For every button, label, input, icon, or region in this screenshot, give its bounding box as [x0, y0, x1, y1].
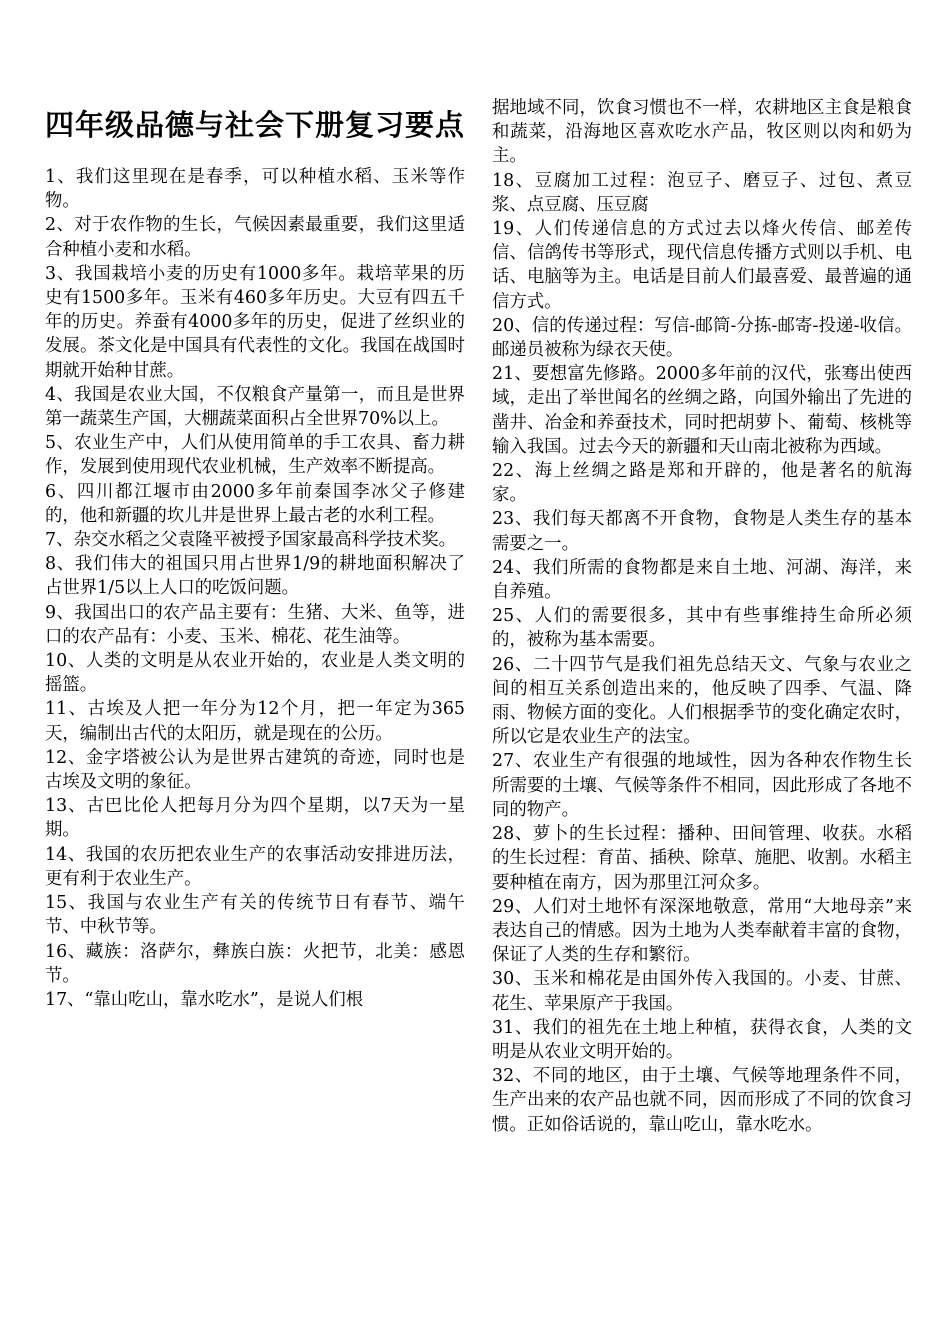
review-point: 1、我们这里现在是春季，可以种植水稻、玉米等作物。 — [45, 167, 465, 212]
review-point: 24、我们所需的食物都是来自土地、河湖、海洋，来自养殖。 — [492, 557, 912, 603]
review-point: 17、“靠山吃山，靠水吃水”，是说人们根 — [45, 989, 364, 1010]
review-point: 28、萝卜的生长过程：播种、田间管理、收获。水稻的生长过程：育苗、插秧、除草、施肥、收割。水稻主要种植在南方，因为那里江河众多。 — [492, 824, 912, 893]
review-point: 20、信的传递过程：写信-邮筒-分拣-邮寄-投递-收信。邮递员被称为绿衣天使。 — [492, 315, 912, 361]
review-point: 3、我国栽培小麦的历史有1000多年。栽培苹果的历史有1500多年。玉米有460多年历史。大豆有四五千年的历史。养蚕有4000多年的历史，促进了丝织业的发展。茶文化是中国具有代表性的文化。我国在战国时期就开始种甘蔗。 — [45, 263, 465, 381]
review-point: 5、农业生产中，人们从使用简单的手工农具、畜力耕作，发展到使用现代农业机械，生产效率不断提高。 — [45, 433, 465, 478]
review-point: 25、人们的需要很多，其中有些事维持生命所必须的，被称为基本需要。 — [492, 606, 912, 651]
review-point: 22、海上丝绸之路是郑和开辟的，他是著名的航海家。 — [492, 461, 912, 506]
review-point: 29、人们对土地怀有深深地敬意，常用“大地母亲”来表达自己的情感。因为土地为人类奉献着丰富的食物，保证了人类的生存和繁衍。 — [492, 896, 912, 966]
review-point: 4、我国是农业大国，不仅粮食产量第一，而且是世界第一蔬菜生产国，大棚蔬菜面积占全世界70%以上。 — [45, 384, 465, 430]
review-point: 12、金字塔被公认为是世界古建筑的奇迹，同时也是古埃及文明的象征。 — [45, 747, 465, 793]
left-item-list — [45, 165, 465, 1012]
review-point: 27、农业生产有很强的地域性，因为各种农作物生长所需要的土壤、气候等条件不相同，因此形成了各地不同的物产。 — [492, 751, 912, 820]
review-point: 32、不同的地区，由于土壤、气候等地理条件不同，生产出来的农产品也就不同，因而形成了不同的饮食习惯。正如俗话说的，靠山吃山，靠水吃水。 — [492, 1066, 912, 1135]
review-point: 19、人们传递信息的方式过去以烽火传信、邮差传信、信鸽传书等形式，现代信息传播方式则以手机、电话、电脑等为主。电话是目前人们最喜爱、最普遍的通信方式。 — [492, 219, 912, 312]
review-point: 15、我国与农业生产有关的传统节日有春节、端午节、中秋节等。 — [45, 893, 465, 938]
right-column — [492, 96, 912, 1137]
review-point: 8、我们伟大的祖国只用占世界1/9的耕地面积解决了占世界1/5以上人口的吃饭问题。 — [45, 554, 465, 599]
review-point: 6、四川都江堰市由2000多年前秦国李冰父子修建的，他和新疆的坎儿井是世界上最古老的水利工程。 — [45, 481, 465, 526]
review-point: 16、藏族：洛萨尔，彝族白族：火把节，北美：感恩节。 — [45, 941, 465, 986]
review-point: 14、我国的农历把农业生产的农事活动安排进历法，更有利于农业生产。 — [45, 844, 465, 889]
review-point: 26、二十四节气是我们祖先总结天文、气象与农业之间的相互关系创造出来的，他反映了四季、气温、降雨、物候方面的变化。人们根据季节的变化确定农时，所以它是农业生产的法宝。 — [492, 654, 912, 748]
review-point: 10、人类的文明是从农业开始的，农业是人类文明的摇篮。 — [45, 651, 465, 696]
review-point: 30、玉米和棉花是由国外传入我国的。小麦、甘蔗、花生、苹果原产于我国。 — [492, 969, 912, 1014]
review-point: 11、古埃及人把一年分为12个月，把一年定为365天，编制出古代的太阳历，就是现在的公历。 — [45, 699, 465, 744]
review-point: 18、豆腐加工过程：泡豆子、磨豆子、过包、煮豆浆、点豆腐、压豆腐 — [492, 170, 912, 215]
document-title: 四年级品德与社会下册复习要点 — [45, 108, 466, 142]
review-point: 21、要想富先修路。2000多年前的汉代，张骞出使西域，走出了举世闻名的丝绸之路，向国外输出了先进的凿井、冶金和养蚕技术，同时把胡萝卜、葡萄、核桃等输入我国。过去今天的新疆和天山南北被称为西域。 — [492, 364, 912, 457]
review-point: 9、我国出口的农产品主要有：生猪、大米、鱼等，进口的农产品有：小麦、玉米、棉花、花生油等。 — [45, 602, 465, 647]
review-point: 2、对于农作物的生长，气候因素最重要，我们这里适合种植小麦和水稻。 — [45, 215, 465, 260]
review-point: 7、杂交水稻之父袁隆平被授予国家最高科学技术奖。 — [45, 530, 457, 551]
right-item-list — [492, 96, 912, 1137]
review-point: 据地域不同，饮食习惯也不一样，农耕地区主食是粮食和蔬菜，沿海地区喜欢吃水产品，牧区则以肉和奶为主。 — [492, 98, 912, 167]
review-point: 13、古巴比伦人把每月分为四个星期，以7天为一星期。 — [45, 796, 465, 841]
left-column — [45, 100, 465, 1012]
review-point: 23、我们每天都离不开食物，食物是人类生存的基本需要之一。 — [492, 509, 912, 554]
review-point: 31、我们的祖先在土地上种植，获得衣食，人类的文明是从农业文明开始的。 — [492, 1017, 912, 1062]
